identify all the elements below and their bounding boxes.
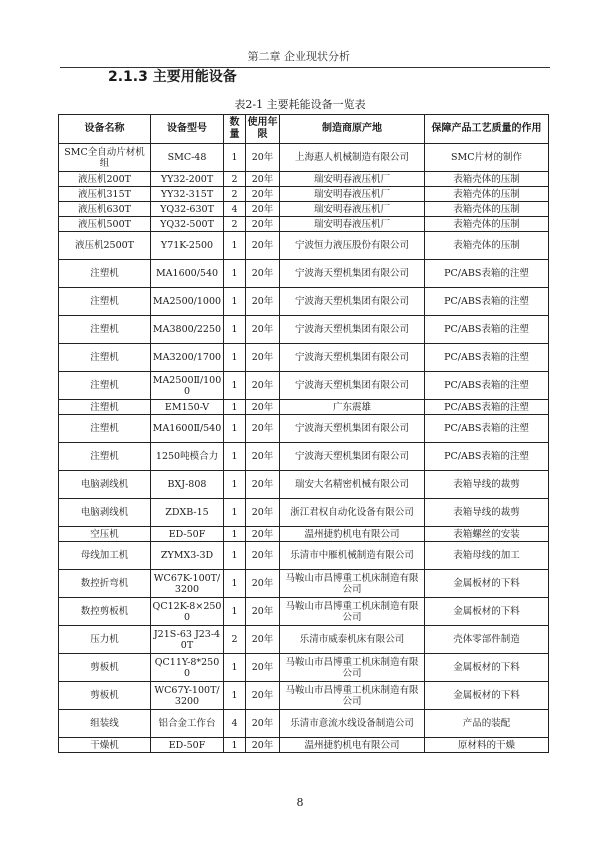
manufacturer-cell: 广东震雄 bbox=[280, 400, 425, 415]
equipment-name-cell: 干燥机 bbox=[59, 738, 151, 753]
table-row bbox=[59, 542, 549, 570]
column-header: 设备名称 bbox=[59, 115, 151, 144]
manufacturer-cell: 马鞍山市昌博重工机床制造有限公司 bbox=[280, 570, 425, 598]
column-header: 保障产品工艺质量的作用 bbox=[425, 115, 549, 144]
equipment-model-cell: BXJ-808 bbox=[151, 471, 224, 499]
manufacturer-cell: 瑞安明春液压机厂 bbox=[280, 202, 425, 217]
equipment-name-cell: 空压机 bbox=[59, 527, 151, 542]
manufacturer-cell: 宁波海天塑机集团有限公司 bbox=[280, 344, 425, 372]
equipment-name-cell: 注塑机 bbox=[59, 400, 151, 415]
purpose-cell: 表箱螺丝的安装 bbox=[425, 527, 549, 542]
table-row bbox=[59, 400, 549, 415]
equipment-name-cell: 组装线 bbox=[59, 710, 151, 738]
equipment-name-cell: 液压机315T bbox=[59, 187, 151, 202]
equipment-model-cell: WC67Y-100T/3200 bbox=[151, 682, 224, 710]
equipment-name-cell: 剪板机 bbox=[59, 682, 151, 710]
equipment-name-cell: 液压机630T bbox=[59, 202, 151, 217]
purpose-cell: 金属板材的下料 bbox=[425, 570, 549, 598]
manufacturer-cell: 宁波海天塑机集团有限公司 bbox=[280, 372, 425, 400]
service-life-cell: 20年 bbox=[246, 415, 280, 443]
equipment-name-cell: 注塑机 bbox=[59, 288, 151, 316]
equipment-name-cell: 注塑机 bbox=[59, 415, 151, 443]
quantity-cell: 1 bbox=[224, 344, 246, 372]
purpose-cell: 表箱导线的裁剪 bbox=[425, 471, 549, 499]
quantity-cell: 1 bbox=[224, 654, 246, 682]
column-header: 数量 bbox=[224, 115, 246, 144]
equipment-model-cell: SMC-48 bbox=[151, 144, 224, 172]
service-life-cell: 20年 bbox=[246, 682, 280, 710]
page-number: 8 bbox=[296, 796, 304, 809]
purpose-cell: SMC片材的制作 bbox=[425, 144, 549, 172]
table-body bbox=[59, 144, 549, 753]
manufacturer-cell: 马鞍山市昌博重工机床制造有限公司 bbox=[280, 598, 425, 626]
manufacturer-cell: 宁波海天塑机集团有限公司 bbox=[280, 316, 425, 344]
equipment-model-cell: QC12K-8×2500 bbox=[151, 598, 224, 626]
table-caption: 表2-1 主要耗能设备一览表 bbox=[234, 98, 366, 111]
manufacturer-cell: 宁波海天塑机集团有限公司 bbox=[280, 260, 425, 288]
purpose-cell: 表箱壳体的压制 bbox=[425, 187, 549, 202]
equipment-model-cell: EM150-V bbox=[151, 400, 224, 415]
quantity-cell: 1 bbox=[224, 144, 246, 172]
equipment-name-cell: SMC全自动片材机组 bbox=[59, 144, 151, 172]
quantity-cell: 4 bbox=[224, 202, 246, 217]
purpose-cell: 表箱导线的裁剪 bbox=[425, 499, 549, 527]
manufacturer-cell: 瑞安明春液压机厂 bbox=[280, 172, 425, 187]
purpose-cell: PC/ABS表箱的注塑 bbox=[425, 400, 549, 415]
equipment-model-cell: J21S-63 J23-40T bbox=[151, 626, 224, 654]
equipment-name-cell: 电脑剥线机 bbox=[59, 499, 151, 527]
service-life-cell: 20年 bbox=[246, 527, 280, 542]
table-row bbox=[59, 570, 549, 598]
table-row bbox=[59, 710, 549, 738]
equipment-name-cell: 液压机2500T bbox=[59, 232, 151, 260]
table-row bbox=[59, 443, 549, 471]
manufacturer-cell: 瑞安大名精密机械有限公司 bbox=[280, 471, 425, 499]
quantity-cell: 1 bbox=[224, 443, 246, 471]
equipment-name-cell: 注塑机 bbox=[59, 372, 151, 400]
table-row bbox=[59, 372, 549, 400]
service-life-cell: 20年 bbox=[246, 217, 280, 232]
table-row bbox=[59, 415, 549, 443]
quantity-cell: 4 bbox=[224, 710, 246, 738]
purpose-cell: 表箱壳体的压制 bbox=[425, 217, 549, 232]
equipment-model-cell: YY32-315T bbox=[151, 187, 224, 202]
table-row bbox=[59, 217, 549, 232]
service-life-cell: 20年 bbox=[246, 400, 280, 415]
equipment-name-cell: 注塑机 bbox=[59, 344, 151, 372]
quantity-cell: 1 bbox=[224, 372, 246, 400]
table-row bbox=[59, 654, 549, 682]
equipment-name-cell: 液压机200T bbox=[59, 172, 151, 187]
manufacturer-cell: 上海惠人机械制造有限公司 bbox=[280, 144, 425, 172]
column-header: 制造商原产地 bbox=[280, 115, 425, 144]
purpose-cell: 原材料的干燥 bbox=[425, 738, 549, 753]
quantity-cell: 1 bbox=[224, 232, 246, 260]
column-header: 设备型号 bbox=[151, 115, 224, 144]
purpose-cell: 表箱壳体的压制 bbox=[425, 202, 549, 217]
service-life-cell: 20年 bbox=[246, 654, 280, 682]
service-life-cell: 20年 bbox=[246, 738, 280, 753]
section-title: 2.1.3 主要用能设备 bbox=[108, 69, 237, 85]
equipment-model-cell: MA1600Ⅱ/540 bbox=[151, 415, 224, 443]
quantity-cell: 2 bbox=[224, 217, 246, 232]
manufacturer-cell: 浙江君权自动化设备有限公司 bbox=[280, 499, 425, 527]
manufacturer-cell: 马鞍山市昌博重工机床制造有限公司 bbox=[280, 682, 425, 710]
equipment-model-cell: 铝合金工作台 bbox=[151, 710, 224, 738]
service-life-cell: 20年 bbox=[246, 187, 280, 202]
manufacturer-cell: 温州捷豹机电有限公司 bbox=[280, 738, 425, 753]
service-life-cell: 20年 bbox=[246, 144, 280, 172]
table-row bbox=[59, 499, 549, 527]
service-life-cell: 20年 bbox=[246, 172, 280, 187]
service-life-cell: 20年 bbox=[246, 232, 280, 260]
service-life-cell: 20年 bbox=[246, 288, 280, 316]
purpose-cell: PC/ABS表箱的注塑 bbox=[425, 344, 549, 372]
equipment-model-cell: YQ32-630T bbox=[151, 202, 224, 217]
quantity-cell: 1 bbox=[224, 738, 246, 753]
table-row bbox=[59, 172, 549, 187]
quantity-cell: 1 bbox=[224, 682, 246, 710]
table-row bbox=[59, 144, 549, 172]
quantity-cell: 1 bbox=[224, 260, 246, 288]
equipment-model-cell: YY32-200T bbox=[151, 172, 224, 187]
column-header: 使用年限 bbox=[246, 115, 280, 144]
equipment-model-cell: ED-50F bbox=[151, 738, 224, 753]
quantity-cell: 1 bbox=[224, 400, 246, 415]
table-row bbox=[59, 471, 549, 499]
equipment-model-cell: 1250吨模合力 bbox=[151, 443, 224, 471]
equipment-model-cell: Y71K-2500 bbox=[151, 232, 224, 260]
equipment-model-cell: ZDXB-15 bbox=[151, 499, 224, 527]
table-row bbox=[59, 598, 549, 626]
table-header-row bbox=[59, 115, 549, 144]
equipment-name-cell: 剪板机 bbox=[59, 654, 151, 682]
quantity-cell: 1 bbox=[224, 598, 246, 626]
purpose-cell: 产品的装配 bbox=[425, 710, 549, 738]
table-row bbox=[59, 202, 549, 217]
table-row bbox=[59, 316, 549, 344]
manufacturer-cell: 乐清市中雁机械制造有限公司 bbox=[280, 542, 425, 570]
equipment-name-cell: 压力机 bbox=[59, 626, 151, 654]
purpose-cell: PC/ABS表箱的注塑 bbox=[425, 372, 549, 400]
purpose-cell: 金属板材的下料 bbox=[425, 682, 549, 710]
quantity-cell: 2 bbox=[224, 172, 246, 187]
quantity-cell: 2 bbox=[224, 626, 246, 654]
quantity-cell: 1 bbox=[224, 415, 246, 443]
service-life-cell: 20年 bbox=[246, 499, 280, 527]
quantity-cell: 1 bbox=[224, 570, 246, 598]
table-row bbox=[59, 626, 549, 654]
service-life-cell: 20年 bbox=[246, 202, 280, 217]
service-life-cell: 20年 bbox=[246, 570, 280, 598]
equipment-model-cell: MA1600/540 bbox=[151, 260, 224, 288]
purpose-cell: PC/ABS表箱的注塑 bbox=[425, 316, 549, 344]
manufacturer-cell: 温州捷豹机电有限公司 bbox=[280, 527, 425, 542]
service-life-cell: 20年 bbox=[246, 471, 280, 499]
purpose-cell: 表箱壳体的压制 bbox=[425, 172, 549, 187]
purpose-cell: 金属板材的下料 bbox=[425, 598, 549, 626]
purpose-cell: 表箱母线的加工 bbox=[425, 542, 549, 570]
service-life-cell: 20年 bbox=[246, 443, 280, 471]
manufacturer-cell: 瑞安明春液压机厂 bbox=[280, 217, 425, 232]
equipment-model-cell: MA2500/1000 bbox=[151, 288, 224, 316]
table-row bbox=[59, 527, 549, 542]
equipment-model-cell: MA3200/1700 bbox=[151, 344, 224, 372]
quantity-cell: 1 bbox=[224, 527, 246, 542]
purpose-cell: 金属板材的下料 bbox=[425, 654, 549, 682]
service-life-cell: 20年 bbox=[246, 598, 280, 626]
service-life-cell: 20年 bbox=[246, 710, 280, 738]
service-life-cell: 20年 bbox=[246, 626, 280, 654]
service-life-cell: 20年 bbox=[246, 344, 280, 372]
equipment-name-cell: 数控剪板机 bbox=[59, 598, 151, 626]
table-row bbox=[59, 288, 549, 316]
equipment-model-cell: YQ32-500T bbox=[151, 217, 224, 232]
table-row bbox=[59, 738, 549, 753]
manufacturer-cell: 瑞安明春液压机厂 bbox=[280, 187, 425, 202]
equipment-name-cell: 液压机500T bbox=[59, 217, 151, 232]
quantity-cell: 2 bbox=[224, 187, 246, 202]
equipment-model-cell: ZYMX3-3D bbox=[151, 542, 224, 570]
purpose-cell: 壳体零部件制造 bbox=[425, 626, 549, 654]
manufacturer-cell: 宁波海天塑机集团有限公司 bbox=[280, 415, 425, 443]
purpose-cell: PC/ABS表箱的注塑 bbox=[425, 260, 549, 288]
quantity-cell: 1 bbox=[224, 288, 246, 316]
equipment-name-cell: 注塑机 bbox=[59, 260, 151, 288]
manufacturer-cell: 宁波海天塑机集团有限公司 bbox=[280, 443, 425, 471]
quantity-cell: 1 bbox=[224, 471, 246, 499]
table-row bbox=[59, 344, 549, 372]
manufacturer-cell: 乐清市威泰机床有限公司 bbox=[280, 626, 425, 654]
table-row bbox=[59, 232, 549, 260]
equipment-model-cell: MA3800/2250 bbox=[151, 316, 224, 344]
equipment-table bbox=[58, 114, 549, 753]
equipment-name-cell: 注塑机 bbox=[59, 443, 151, 471]
service-life-cell: 20年 bbox=[246, 316, 280, 344]
table-row bbox=[59, 260, 549, 288]
equipment-model-cell: QC11Y-8*2500 bbox=[151, 654, 224, 682]
purpose-cell: PC/ABS表箱的注塑 bbox=[425, 443, 549, 471]
quantity-cell: 1 bbox=[224, 542, 246, 570]
table-row bbox=[59, 682, 549, 710]
equipment-name-cell: 注塑机 bbox=[59, 316, 151, 344]
table-row bbox=[59, 187, 549, 202]
equipment-name-cell: 电脑剥线机 bbox=[59, 471, 151, 499]
equipment-model-cell: WC67K-100T/3200 bbox=[151, 570, 224, 598]
purpose-cell: PC/ABS表箱的注塑 bbox=[425, 288, 549, 316]
manufacturer-cell: 马鞍山市昌博重工机床制造有限公司 bbox=[280, 654, 425, 682]
manufacturer-cell: 宁波海天塑机集团有限公司 bbox=[280, 288, 425, 316]
quantity-cell: 1 bbox=[224, 316, 246, 344]
purpose-cell: 表箱壳体的压制 bbox=[425, 232, 549, 260]
service-life-cell: 20年 bbox=[246, 542, 280, 570]
chapter-header: 第二章 企业现状分析 bbox=[60, 48, 550, 68]
equipment-model-cell: MA2500Ⅱ/1000 bbox=[151, 372, 224, 400]
manufacturer-cell: 乐清市意流水线设备制造公司 bbox=[280, 710, 425, 738]
purpose-cell: PC/ABS表箱的注塑 bbox=[425, 415, 549, 443]
equipment-model-cell: ED-50F bbox=[151, 527, 224, 542]
service-life-cell: 20年 bbox=[246, 372, 280, 400]
equipment-name-cell: 母线加工机 bbox=[59, 542, 151, 570]
quantity-cell: 1 bbox=[224, 499, 246, 527]
equipment-name-cell: 数控折弯机 bbox=[59, 570, 151, 598]
manufacturer-cell: 宁波恒力液压股份有限公司 bbox=[280, 232, 425, 260]
service-life-cell: 20年 bbox=[246, 260, 280, 288]
